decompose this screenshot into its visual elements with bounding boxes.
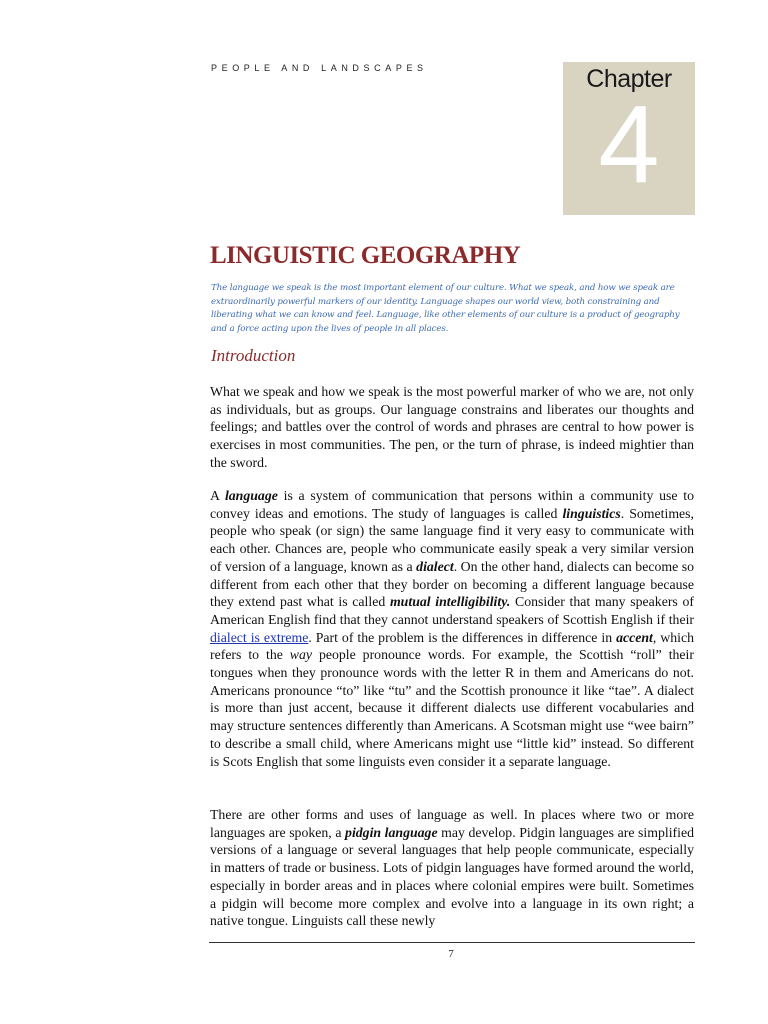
page-number: 7 xyxy=(448,948,454,960)
chapter-title: LINGUISTIC GEOGRAPHY xyxy=(210,242,521,269)
paragraph-text: people pronounce words. For example, the Scottish “roll” their tongues when they pronounce words with the letter R in them and Americans do not. Americans pronounce “to” like “tu” and the Scottish pronounce it like “tae”. A dialect is more than just accent, because it different dialects use different vocabularies and may structure sentences differently than Americans. A Scotsman might use “wee bairn” to describe a small child, where Americans might use “little kid” instead. So different is Scots English that some linguists even consider it a separate language. xyxy=(210,647,694,769)
chapter-abstract: The language we speak is the most important element of our culture. What we speak, and how we speak are extraordinarily powerful markers of our identity. Language shapes our world view, both constraining and liberating what we can know and feel. Language, like other elements of our culture is a product of geography and a force acting upon the lives of people in all places. xyxy=(211,283,680,334)
paragraph-text: is a system of communication that persons within a community use to convey ideas and emotions. The study of languages is called xyxy=(210,488,694,521)
paragraph-text: . Sometimes, people who speak (or sign) the same language find it very easy to communicate with each other. Chances are, people who communicate easily speak a very similar version of version of a language, known as a xyxy=(210,505,694,574)
body-paragraph xyxy=(210,806,694,930)
footer-divider xyxy=(209,942,695,943)
paragraph-text: . On the other hand, dialects can become so different from each other that they border on becoming a different language because they extend past what is called xyxy=(210,558,694,610)
chapter-number: 4 xyxy=(598,83,660,206)
paragraph-text: . Part of the problem is the differences in difference in xyxy=(308,629,617,645)
paragraph-text: There are other forms and uses of language as well. In places where two or more languages are spoken, a xyxy=(210,807,694,840)
key-term: mutual intelligibility. xyxy=(389,594,511,610)
body-paragraph xyxy=(210,383,694,472)
key-term: linguistics xyxy=(562,505,621,521)
key-term: accent xyxy=(616,629,653,645)
inline-link[interactable]: dialect is extreme xyxy=(210,629,309,645)
body-paragraph xyxy=(210,487,694,770)
chapter-box xyxy=(563,62,695,215)
key-term: pidgin language xyxy=(345,824,438,840)
section-heading: Introduction xyxy=(211,346,296,365)
paragraph-text: may develop. Pidgin languages are simplified versions of a language or several languages that help people communicate, especially in matters of trade or business. Lots of pidgin languages have formed around the world, especially in border areas and in places where colonial empires were built. Sometimes a pidgin will become more complex and evolve into a language in its own right; a native tongue. Linguists call these newly xyxy=(210,824,694,929)
paragraph-text: Consider that many speakers of American English find that they cannot understand speakers of Scottish English if their xyxy=(210,594,694,627)
emphasis-text: way xyxy=(289,647,313,663)
running-head: PEOPLE AND LANDSCAPES xyxy=(211,63,428,73)
key-term: dialect xyxy=(416,558,454,574)
key-term: language xyxy=(224,488,278,503)
chapter-label: Chapter xyxy=(586,65,672,93)
paragraph-text: , which refers to the xyxy=(210,629,694,663)
paragraph-text: A xyxy=(210,488,225,503)
paragraph-text: What we speak and how we speak is the most powerful marker of who we are, not only as individuals, but as groups. Our language constrains and liberates our thoughts and feelings; and battles over the control of words and phrases are central to how power is exercises in most communities. The pen, or the turn of phrase, is indeed mightier than the sword. xyxy=(210,384,694,470)
